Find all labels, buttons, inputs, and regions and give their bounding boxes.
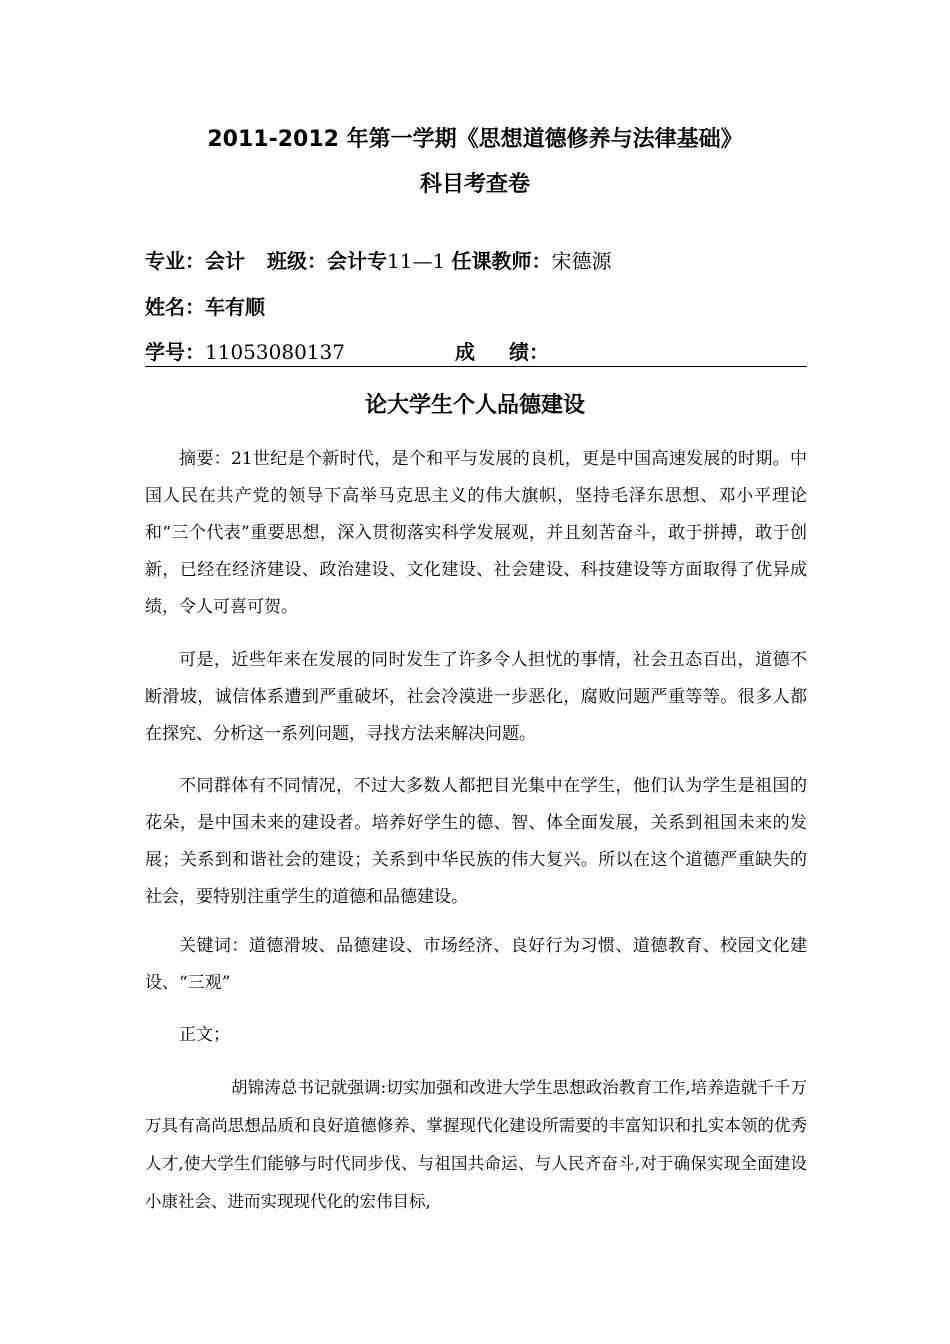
teacher-label: 任课教师： [451, 249, 552, 273]
major-value: 会计 [205, 249, 245, 273]
name-label: 姓名： [145, 295, 205, 319]
class-label: 班级： [267, 249, 327, 273]
teacher-value: 宋德源 [551, 249, 612, 273]
score-label-part1: 成 [454, 340, 475, 364]
essay-title: 论大学生个人品德建设 [364, 392, 585, 418]
name-value: 车有顺 [205, 295, 265, 319]
info-row-name [145, 293, 807, 321]
body-paragraph-2: 可是，近些年来在发展的同时发生了许多令人担忧的事情，社会丑态百出，道德不断滑坡，诚信体系遭到严重破坏，社会冷漠进一步恶化，腐败问题严重等等。很多人都在探究、分析这一系列问题，寻找方法来解决问题。 [145, 650, 807, 744]
main-text-heading: 正文； [179, 1025, 230, 1045]
exam-title-line1: 2011-2012 年第一学期《思想道德修养与法律基础》 [207, 127, 743, 152]
exam-title-line2: 科目考查卷 [419, 172, 530, 197]
abstract-paragraph: 摘要：21世纪是个新时代，是个和平与发展的良机，更是中国高速发展的时期。中国人民在共产党的领导下高举马克思主义的伟大旗帜，坚持毛泽东思想、邓小平理论和“三个代表”重要思想，深入贯彻落实科学发展观，并且刻苦奋斗，敢于拼搏，敢于创新，已经在经济建设、政治建设、文化建设、社会建设、科技建设等方面取得了优异成绩，令人可喜可贺。 [145, 449, 807, 617]
major-label: 专业： [145, 249, 205, 273]
student-id-label: 学号： [145, 340, 205, 364]
info-row-id-score [145, 338, 807, 366]
student-id-value: 11053080137 [205, 340, 345, 364]
class-value: 会计专 [327, 249, 387, 273]
body-paragraph-3: 不同群体有不同情况，不过大多数人都把目光集中在学生，他们认为学生是祖国的花朵，是中国未来的建设者。培养好学生的德、智、体全面发展，关系到祖国未来的发展；关系到和谐社会的建设；关系到中华民族的伟大复兴。所以在这个道德严重缺失的社会，要特别注重学生的道德和品德建设。 [145, 776, 807, 907]
score-label-part2: 绩： [508, 340, 549, 364]
header-divider [145, 366, 807, 367]
main-text-paragraph: 胡锦涛总书记就强调:切实加强和改进大学生思想政治教育工作,培养造就千千万万具有高尚思想品质和良好道德修养、掌握现代化建设所需要的丰富知识和扎实本领的优秀人才,使大学生们能够与时代同步伐、与祖国共命运、与人民齐奋斗,对于确保实现全面建设小康社会、进而实现现代化的宏伟目标, [145, 1078, 807, 1211]
info-row-major-class-teacher [145, 247, 807, 275]
keywords-paragraph: 关键词：道德滑坡、品德建设、市场经济、良好行为习惯、道德教育、校园文化建设、“三观” [145, 936, 807, 993]
class-number: 11—1 [387, 249, 446, 273]
